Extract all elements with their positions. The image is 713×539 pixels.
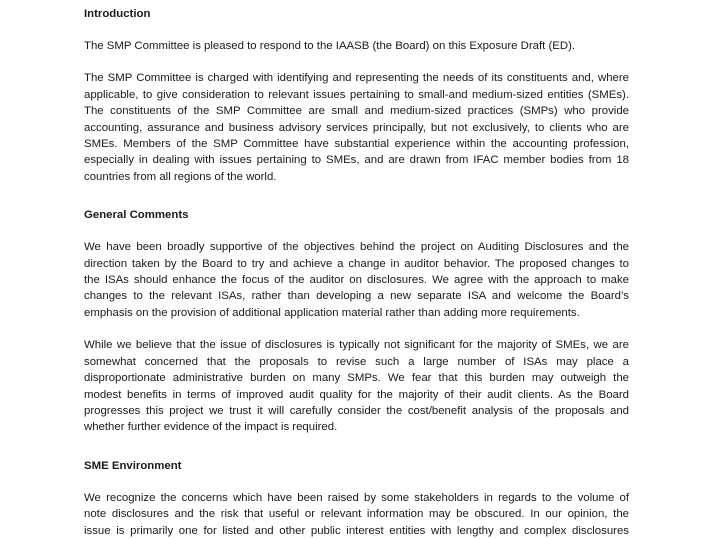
paragraph-line: the ISAs should enhance the focus of the auditor on disclosures. We agree with the approach to make: [84, 274, 629, 287]
paragraph: [84, 70, 629, 185]
paragraph-line: disproportionate administrative burden on many SMPs. We fear that this burden may outweigh the: [84, 372, 629, 385]
section-heading-introduction: Introduction: [84, 8, 151, 20]
paragraph-line: somewhat concerned that the proposals to revise such a large number of ISAs may place a: [84, 355, 629, 368]
document-page: [84, 0, 629, 539]
paragraph-line: note disclosures and the risk that useful or relevant information may be obscured. In our opinion, the: [84, 508, 629, 521]
paragraph: [84, 490, 629, 539]
paragraph-line: emphasis on the provision of additional application material rather than adding more requirements.: [84, 306, 580, 319]
paragraph-line: We recognize the concerns which have been raised by some stakeholders in regards to the volume of: [84, 491, 629, 504]
paragraph-line: modest benefits in terms of improved audit quality for the majority of their audit clients. As the Board: [84, 388, 629, 401]
paragraph: [84, 337, 629, 435]
paragraph-line: applicable, to give consideration to relevant issues pertaining to small-and medium-sized entities (SMEs).: [84, 88, 629, 101]
section-heading-general-comments: General Comments: [84, 209, 189, 222]
paragraph-line: SMEs. Members of the SMP Committee have substantial experience within the accounting profession,: [84, 138, 629, 151]
paragraph-line: whether further evidence of the impact is required.: [84, 421, 338, 434]
paragraph-line: especially in dealing with issues pertaining to SMEs, and are drawn from IFAC member bodies from 18: [84, 154, 629, 167]
paragraph: [84, 239, 629, 321]
paragraph-line: The SMP Committee is charged with identifying and representing the needs of its constituents and, where: [84, 72, 629, 85]
paragraph-line: progresses this project we trust it will carefully consider the cost/benefit analysis of the proposals and: [84, 404, 629, 417]
paragraph-line: We have been broadly supportive of the objectives behind the project on Auditing Disclosures and the: [84, 241, 629, 254]
section-heading-sme-environment: SME Environment: [84, 459, 182, 472]
paragraph: [84, 38, 629, 54]
paragraph-line: The constituents of the SMP Committee are small and medium-sized practices (SMPs) who provide: [84, 105, 629, 118]
paragraph-line: While we believe that the issue of disclosures is typically not significant for the majority of SMEs, we are: [84, 339, 629, 352]
paragraph-line: The SMP Committee is pleased to respond to the IAASB (the Board) on this Exposure Draft (ED).: [84, 40, 576, 52]
paragraph-line: changes to the relevant ISAs, rather than developing a new separate ISA and welcome the Board’s: [84, 290, 629, 303]
paragraph-line: countries from all regions of the world.: [84, 170, 277, 183]
paragraph-line: direction taken by the Board to try and achieve a change in auditor behavior. The proposed changes to: [84, 257, 629, 270]
paragraph-line: issue is primarily one for listed and other public interest entities with lengthy and complex disclosures: [84, 524, 629, 537]
paragraph-line: accounting, assurance and business advisory services principally, but not exclusively, to clients who are: [84, 121, 629, 134]
